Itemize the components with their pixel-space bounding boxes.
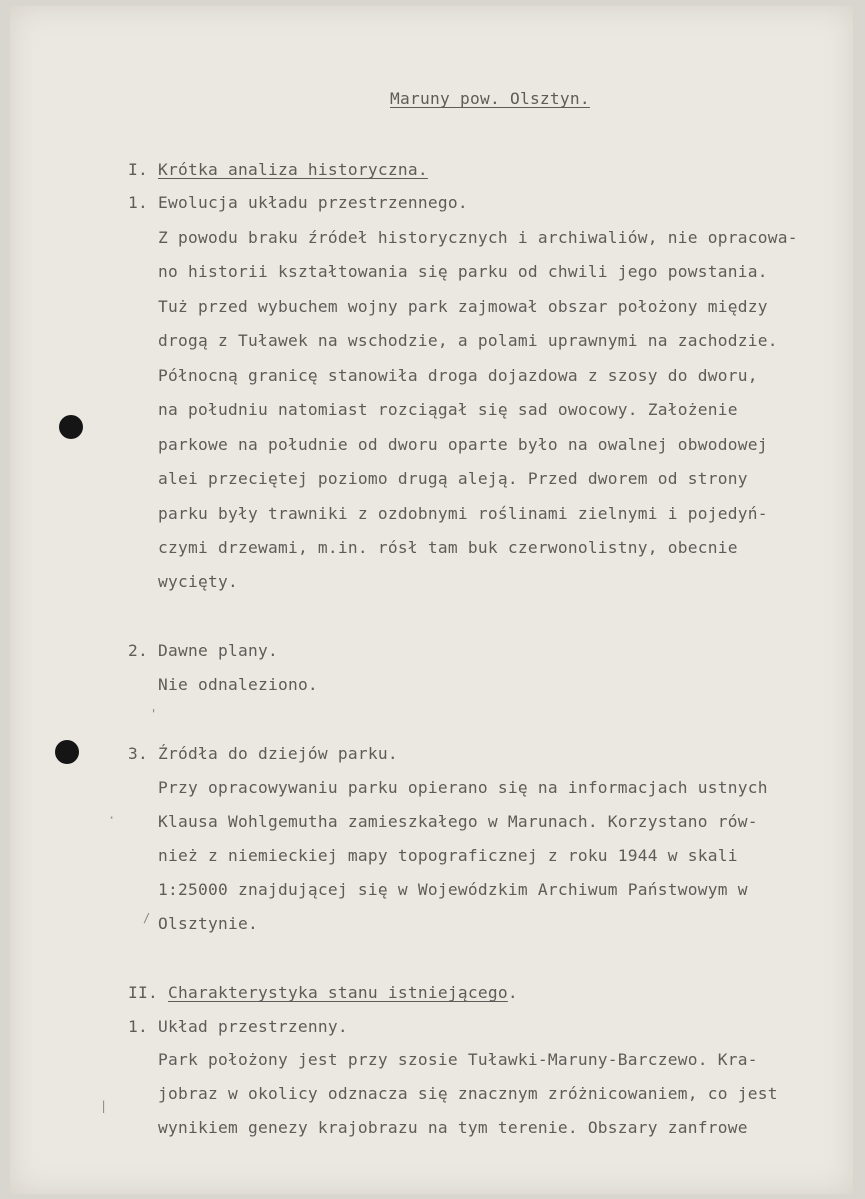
paragraph-line: wycięty. <box>158 572 238 591</box>
item-heading: 2. Dawne plany. <box>128 641 278 660</box>
paragraph-line: drogą z Tuławek na wschodzie, a polami uprawnymi na zachodzie. <box>158 331 778 350</box>
item-heading: 1. Układ przestrzenny. <box>128 1017 348 1036</box>
document-title: Maruny pow. Olsztyn. <box>390 89 590 108</box>
paragraph-line: parkowe na południe od dworu oparte było na owalnej obwodowej <box>158 435 768 454</box>
paragraph-line: czymi drzewami, m.in. rósł tam buk czerwonolistny, obecnie <box>158 538 738 557</box>
paragraph-line: alei przeciętej poziomo drugą aleją. Przed dworem od strony <box>158 469 748 488</box>
paragraph-line: no historii kształtowania się parku od chwili jego powstania. <box>158 262 768 281</box>
paragraph-line: Nie odnaleziono. <box>158 675 318 694</box>
paragraph-line: Klausa Wohlgemutha zamieszkałego w Marunach. Korzystano rów- <box>158 812 758 831</box>
paragraph-line: Park położony jest przy szosie Tuławki-Maruny-Barczewo. Kra- <box>158 1050 758 1069</box>
section-heading <box>128 160 428 180</box>
paragraph-line: Z powodu braku źródeł historycznych i archiwaliów, nie opracowa- <box>158 228 798 247</box>
paragraph-line: parku były trawniki z ozdobnymi roślinami zielnymi i pojedyń- <box>158 504 768 523</box>
paragraph-line: na południu natomiast rozciągał się sad owocowy. Założenie <box>158 400 738 419</box>
section-title: Charakterystyka stanu istniejącego <box>168 983 508 1002</box>
paragraph-line: Tuż przed wybuchem wojny park zajmował obszar położony między <box>158 297 768 316</box>
section-title: Krótka analiza historyczna. <box>158 160 428 179</box>
paragraph-line: Olsztynie. <box>158 914 258 933</box>
paper-speck: / <box>143 911 151 925</box>
section-title-period: . <box>507 983 518 1002</box>
paragraph-line: wynikiem genezy krajobrazu na tym terenie. Obszary zanfrowe <box>158 1118 748 1137</box>
paper-speck: | <box>100 1099 108 1113</box>
punch-hole-bottom <box>55 740 79 764</box>
item-heading: 3. Źródła do dziejów parku. <box>128 744 398 763</box>
paragraph-line: Przy opracowywaniu parku opierano się na informacjach ustnych <box>158 778 768 797</box>
paragraph-line: nież z niemieckiej mapy topograficznej z roku 1944 w skali <box>158 846 738 865</box>
section-number: II. <box>128 983 158 1002</box>
paper-speck: ' <box>150 707 158 721</box>
paragraph-line: jobraz w okolicy odznacza się znacznym zróżnicowaniem, co jest <box>158 1084 778 1103</box>
section-number: I. <box>128 160 148 179</box>
section-heading <box>128 983 518 1003</box>
punch-hole-top <box>59 415 83 439</box>
document-page <box>10 6 853 1194</box>
paragraph-line: Północną granicę stanowiła droga dojazdowa z szosy do dworu, <box>158 366 758 385</box>
paper-speck: · <box>108 811 116 825</box>
paragraph-line: 1:25000 znajdującej się w Wojewódzkim Archiwum Państwowym w <box>158 880 748 899</box>
item-heading: 1. Ewolucja układu przestrzennego. <box>128 193 468 212</box>
